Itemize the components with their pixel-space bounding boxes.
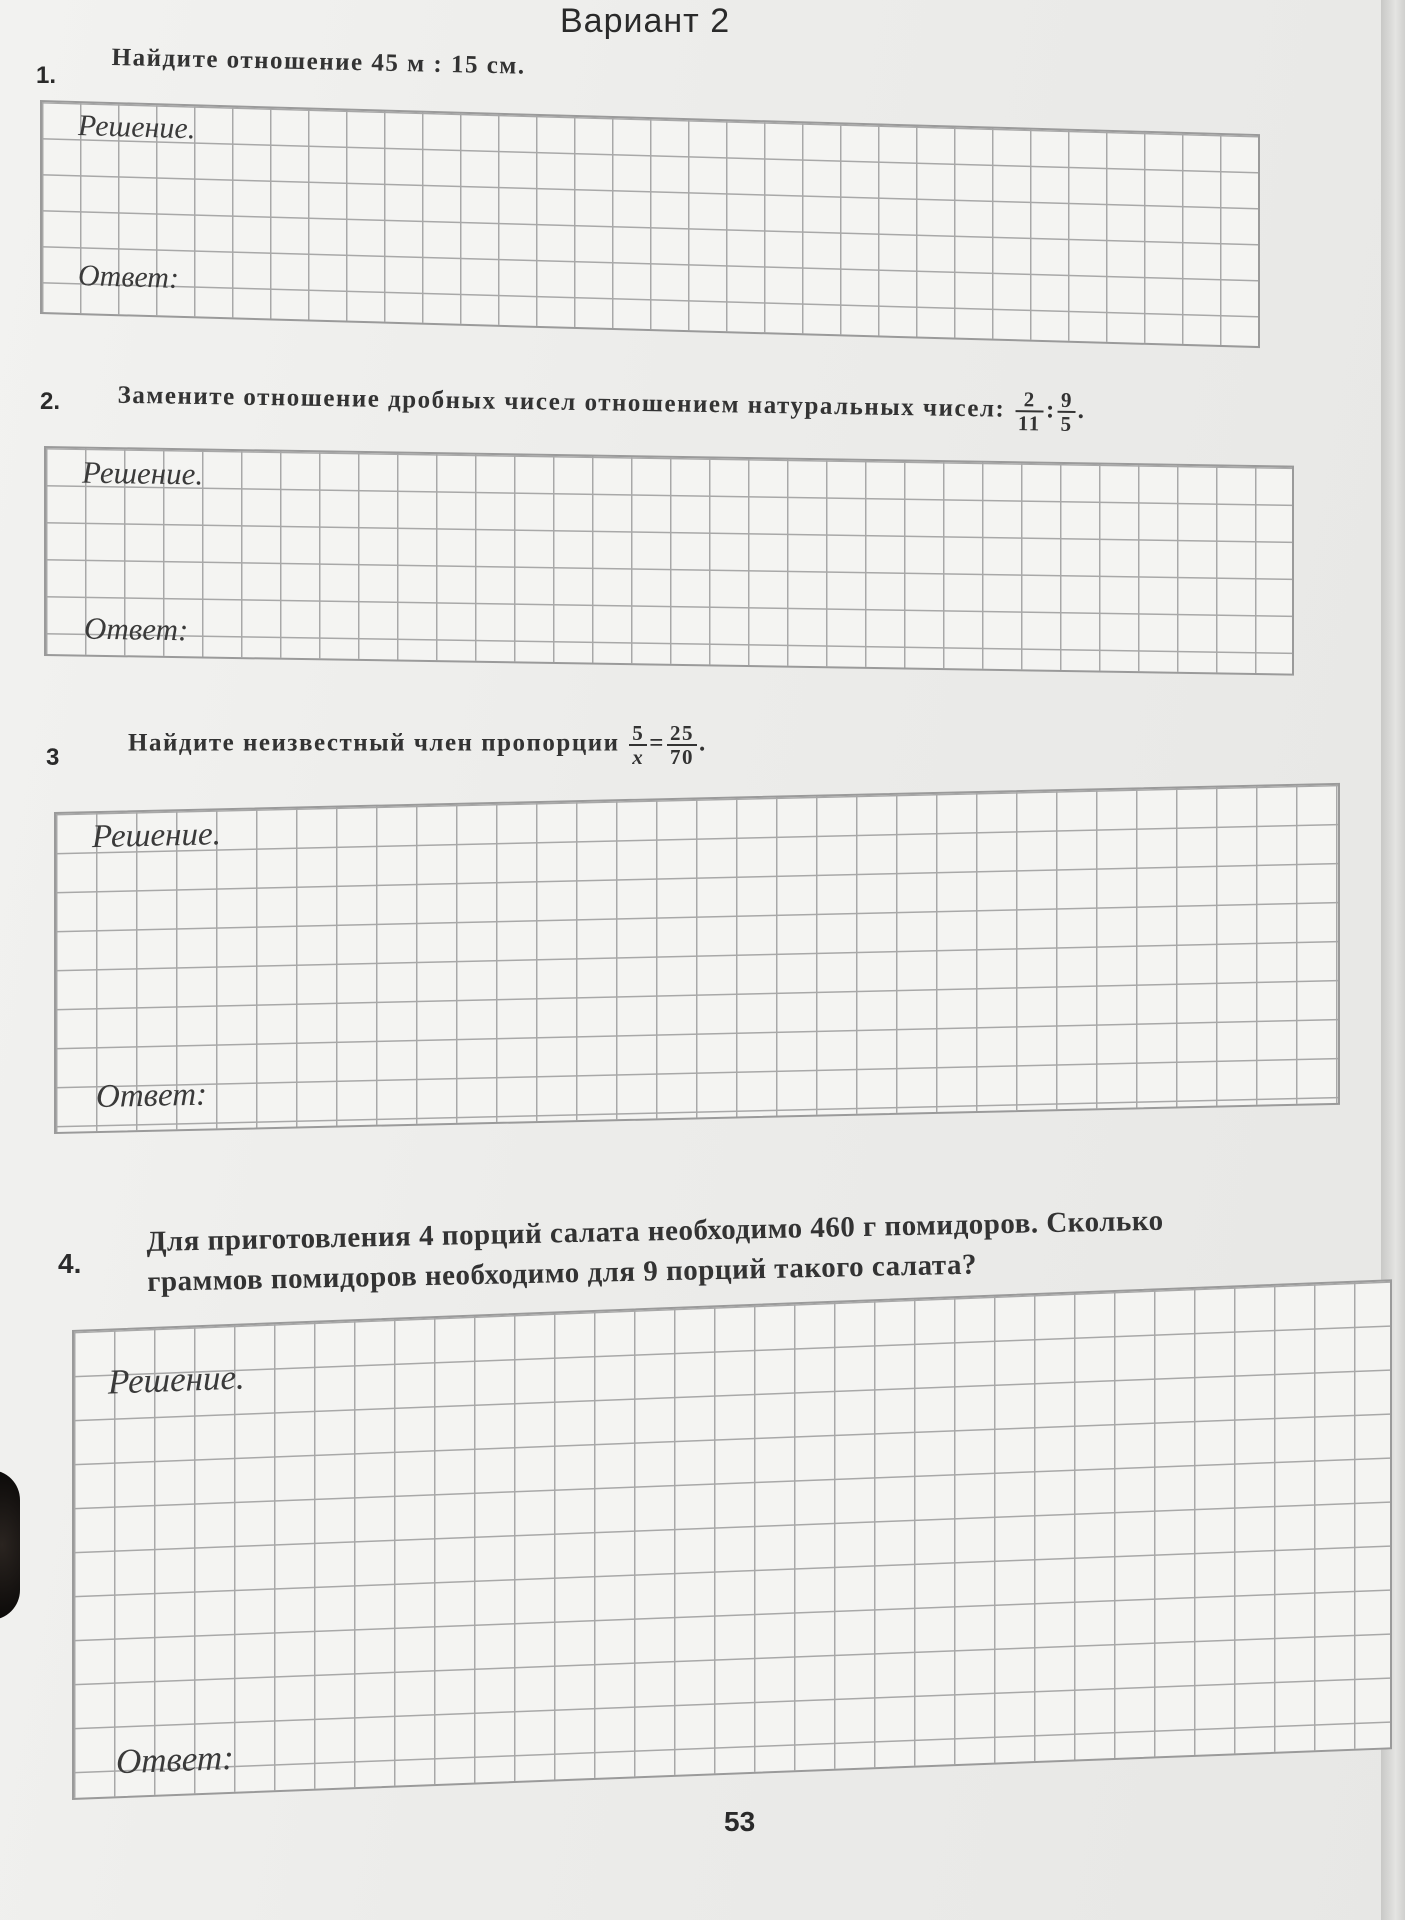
task-3-answer-grid	[54, 783, 1340, 1134]
task-1-solution-label: Решение.	[78, 109, 196, 146]
task-2-separator: :	[1045, 396, 1056, 424]
task-3-number: 3	[46, 744, 60, 771]
variant-title: Вариант 2	[560, 2, 731, 40]
task-4-solution-label: Решение.	[108, 1357, 245, 1402]
task-2-fraction-2-numerator: 9	[1058, 389, 1076, 413]
task-3-fraction-1-numerator: 5	[629, 722, 647, 746]
task-3-fraction-2-denominator: 70	[670, 745, 695, 769]
task-3-fraction-2-numerator: 25	[667, 722, 697, 746]
task-2-period: .	[1077, 396, 1086, 424]
task-3-solution-label: Решение.	[92, 816, 221, 856]
task-2-fraction-2	[1057, 389, 1076, 435]
task-3-fraction-1-denominator: x	[632, 745, 645, 769]
task-1-answer-label: Ответ:	[78, 259, 179, 295]
task-2-fraction-1-numerator: 2	[1015, 388, 1044, 412]
task-1-answer-grid	[40, 100, 1260, 348]
task-4-answer-label: Ответ:	[116, 1737, 234, 1782]
task-2-fraction-2-denominator: 5	[1060, 411, 1073, 436]
task-4-answer-grid	[72, 1279, 1392, 1800]
task-3-fraction-2	[667, 722, 697, 768]
task-4-number: 4.	[58, 1248, 82, 1279]
task-2-text: Замените отношение дробных чисел отношением натуральных чисел:	[117, 381, 1006, 423]
task-2-statement	[117, 374, 1086, 435]
task-1-number: 1.	[36, 62, 57, 89]
task-2-answer-label: Ответ:	[84, 610, 189, 648]
task-2-solution-label: Решение.	[82, 454, 204, 492]
task-3-separator: =	[649, 729, 666, 757]
task-2-fraction-1-denominator: 11	[1017, 411, 1041, 436]
task-3-period: .	[699, 729, 707, 757]
task-2-answer-grid	[44, 446, 1294, 676]
page-number: 53	[724, 1806, 756, 1837]
task-2-fraction-1	[1015, 388, 1045, 434]
finger-shadow	[0, 1470, 20, 1620]
task-4-line-1: Для приготовления 4 порций салата необходимо 460 г помидоров. Сколько	[146, 1204, 1164, 1258]
task-3-statement	[128, 722, 707, 768]
task-3-text: Найдите неизвестный член пропорции	[128, 729, 620, 757]
task-3-fraction-1	[629, 722, 647, 768]
task-2-number: 2.	[40, 388, 61, 415]
task-4-line-2: граммов помидоров необходимо для 9 порций такого салата?	[146, 1248, 978, 1298]
task-1-text: Найдите отношение 45 м : 15 см.	[111, 44, 526, 80]
task-3-answer-label: Ответ:	[96, 1076, 208, 1116]
task-4-statement	[146, 1201, 1165, 1302]
